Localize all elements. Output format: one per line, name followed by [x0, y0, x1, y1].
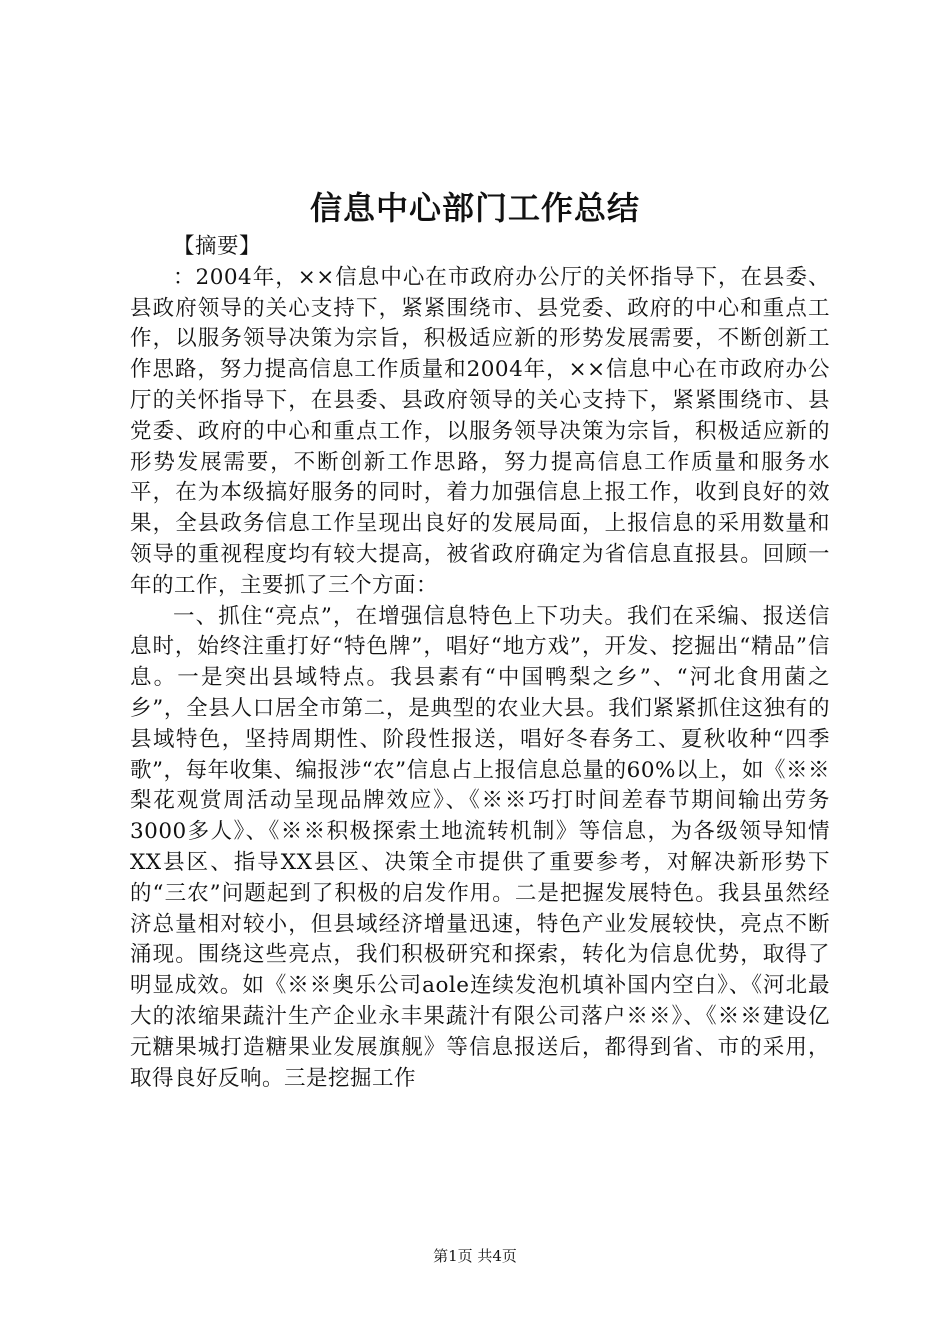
document-body: [130, 232, 830, 1094]
paragraph-abstract: ：2004年，××信息中心在市政府办公厅的关怀指导下，在县委、县政府领导的关心支持下，紧紧围绕市、县党委、政府的中心和重点工作，以服务领导决策为宗旨，积极适应新的形势发展需要，不断创新工作思路，努力提高信息工作质量和2004年，××信息中心在市政府办公厅的关怀指导下，在县委、县政府领导的关心支持下，紧紧围绕市、县党委、政府的中心和重点工作，以服务领导决策为宗旨，积极适应新的形势发展需要，不断创新工作思路，努力提高信息工作质量和服务水平，在为本级搞好服务的同时，着力加强信息上报工作，收到良好的效果，全县政务信息工作呈现出良好的发展局面，上报信息的采用数量和领导的重视程度均有较大提高，被省政府确定为省信息直报县。回顾一年的工作，主要抓了三个方面：: [130, 264, 830, 598]
page-title: 信息中心部门工作总结: [309, 189, 640, 227]
abstract-label: 【摘要】: [173, 234, 262, 259]
paragraph-section-one: 一、抓住“亮点”，在增强信息特色上下功夫。我们在采编、报送信息时，始终注重打好“特色牌”，唱好“地方戏”，开发、挖掘出“精品”信息。一是突出县域特点。我县素有“中国鸭梨之乡”、“河北食用菌之乡”，全县人口居全市第二，是典型的农业大县。我们紧紧抓住这独有的县域特色，坚持周期性、阶段性报送，唱好冬春务工、夏秋收种“四季歌”，每年收集、编报涉“农”信息占上报信息总量的60%以上，如《※※梨花观赏周活动呈现品牌效应》、《※※巧打时间差春节期间输出劳务3000多人》、《※※积极探索土地流转机制》等信息，为各级领导知情XX县区、指导XX县区、决策全市提供了重要参考，对解决新形势下的“三农”问题起到了积极的启发作用。二是把握发展特色。我县虽然经济总量相对较小，但县域经济增量迅速，特色产业发展较快，亮点不断涌现。围绕这些亮点，我们积极研究和探索，转化为信息优势，取得了明显成效。如《※※奥乐公司aole连续发泡机填补国内空白》、《河北最大的浓缩果蔬汁生产企业永丰果蔬汁有限公司落户※※》、《※※建设亿元糖果城打造糖果业发展旗舰》等信息报送后，都得到省、市的采用，取得良好反响。三是挖掘工作: [130, 603, 830, 1091]
page-footer: 第1页 共4页: [433, 1247, 517, 1265]
